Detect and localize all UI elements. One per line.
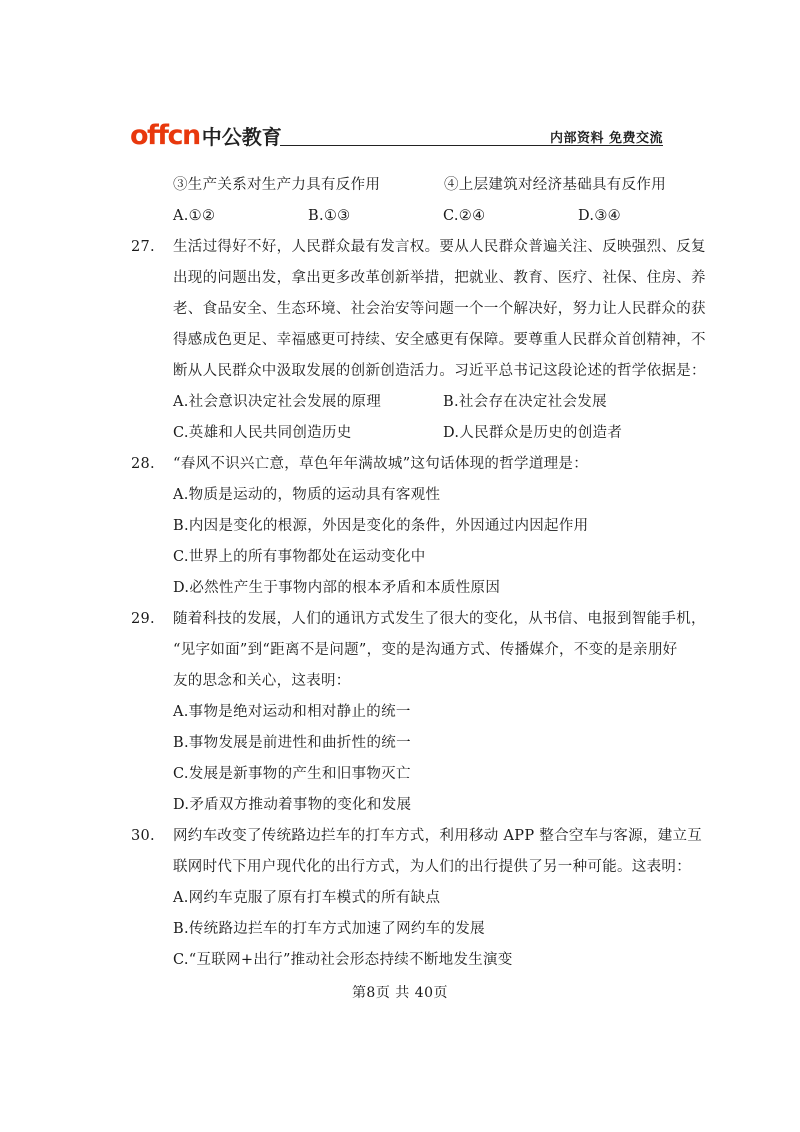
q26-statements <box>131 170 671 201</box>
logo-chinese-text: 中公教育 <box>201 125 282 149</box>
q29-option-d: D.矛盾双方推动着事物的变化和发展 <box>173 797 412 813</box>
q30-option-a: A.网约车克服了原有打车模式的所有缺点 <box>173 890 441 906</box>
q27-options-row-2 <box>131 418 671 449</box>
q29-option-a: A.事物是绝对运动和相对静止的统一 <box>173 704 411 720</box>
q27-number: 27. <box>131 239 155 255</box>
q26-option-d: D.③④ <box>578 208 621 224</box>
q29-option-c: C.发展是新事物的产生和旧事物灭亡 <box>173 766 411 782</box>
q27-option-d: D.人民群众是历史的创造者 <box>443 425 623 441</box>
q28-stem: 28. “春风不识兴亡意，草色年年满故城”这句话体现的哲学道理是： <box>131 449 671 480</box>
q29-stem-line-2: “见字如面”到“距离不是问题”，变的是沟通方式、传播媒介，不变的是亲朋好 <box>173 642 678 658</box>
document-body <box>131 170 706 976</box>
q30-number: 30. <box>131 828 155 844</box>
q30-option-b: B.传统路边拦车的打车方式加速了网约车的发展 <box>173 921 485 937</box>
header-tagline: 内部资料 免费交流 <box>549 131 663 146</box>
q27-option-a: A.社会意识决定社会发展的原理 <box>173 394 382 410</box>
q26-statement-3: ③生产关系对生产力具有反作用 <box>173 177 381 193</box>
q28-option-d: D.必然性产生于事物内部的根本矛盾和本质性原因 <box>173 580 501 596</box>
q29-stem-line-1: 29. 随着科技的发展，人们的通讯方式发生了很大的变化，从书信、电报到智能手机， <box>131 604 671 635</box>
q30-stem-line-1: 30. 网约车改变了传统路边拦车的打车方式，利用移动 APP 整合空车与客源，建立互 <box>131 821 671 852</box>
q26-options <box>131 201 671 232</box>
q27-stem-line-5: 断从人民群众中汲取发展的创新创造活力。习近平总书记这段论述的哲学依据是： <box>173 363 706 379</box>
q27-options-row-1 <box>131 387 671 418</box>
q27-option-c: C.英雄和人民共同创造历史 <box>173 425 352 441</box>
q29-option-b: B.事物发展是前进性和曲折性的统一 <box>173 735 411 751</box>
q29-stem-line-3: 友的思念和关心，这表明： <box>173 673 351 689</box>
q26-option-b: B.①③ <box>308 208 351 224</box>
q28-option-a: A.物质是运动的，物质的运动具有客观性 <box>173 487 441 503</box>
q27-option-b: B.社会存在决定社会发展 <box>443 394 607 410</box>
q26-option-a: A.①② <box>173 208 216 224</box>
q28-option-c: C.世界上的所有事物都处在运动变化中 <box>173 549 426 565</box>
q28-option-b: B.内因是变化的根源，外因是变化的条件，外因通过内因起作用 <box>173 518 589 534</box>
q26-option-c: C.②④ <box>443 208 486 224</box>
page-number-footer: 第8页 共 40页 <box>351 985 449 1001</box>
q27-stem-line-1: 27. 生活过得好不好，人民群众最有发言权。要从人民群众普遍关注、反映强烈、反复 <box>131 232 671 263</box>
q28-number: 28. <box>131 456 155 472</box>
q26-statement-4: ④上层建筑对经济基础具有反作用 <box>444 177 666 193</box>
q29-number: 29. <box>131 611 155 627</box>
q30-stem-line-2: 联网时代下用户现代化的出行方式，为人们的出行提供了另一种可能。这表明： <box>173 859 691 875</box>
q30-option-c: C.“互联网+出行”推动社会形态持续不断地发生演变 <box>173 952 513 968</box>
q27-stem-line-4: 得感成色更足、幸福感更可持续、安全感更有保障。要尊重人民群众首创精神，不 <box>173 332 706 348</box>
logo-latin-text: offcn <box>130 120 200 151</box>
page-header <box>130 118 663 150</box>
q27-stem-line-3: 老、食品安全、生态环境、社会治安等问题一个一个解决好，努力让人民群众的获 <box>173 301 706 317</box>
q27-stem-line-2: 出现的问题出发，拿出更多改革创新举措，把就业、教育、医疗、社保、住房、养 <box>173 270 706 286</box>
offcn-logo <box>130 120 282 151</box>
